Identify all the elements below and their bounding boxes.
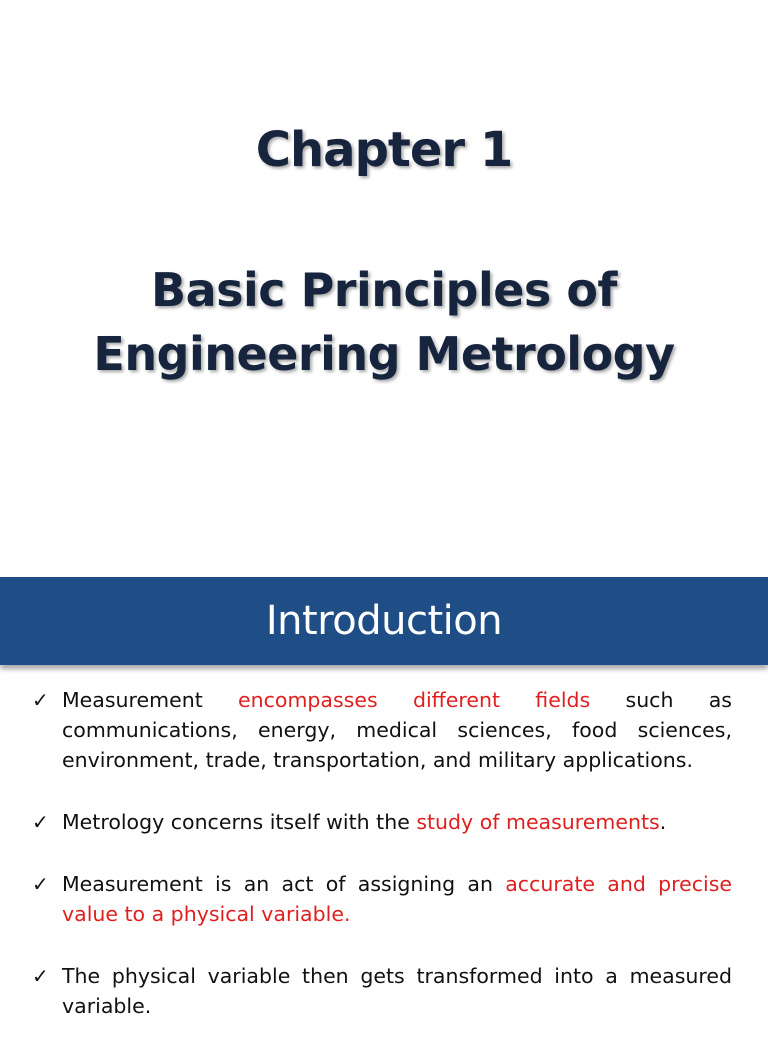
list-item (32, 869, 732, 929)
bullet-text: such as communications, energy, medical sciences, food sciences, environment, trade, transportation, and military applications. (62, 688, 732, 772)
bullet-highlight: accurate and precise value to a physical variable. (62, 872, 733, 926)
list-item (32, 961, 732, 1021)
bullet-text: Measurement (62, 688, 239, 712)
introduction-heading: Introduction (265, 598, 503, 644)
list-item (32, 685, 732, 775)
introduction-slide (0, 575, 768, 1024)
bullet-text: Measurement is an act of assigning an (62, 872, 506, 896)
checkmark-icon: ✓ (32, 688, 49, 712)
subtitle-line-1: Basic Principles of (151, 263, 617, 317)
chapter-title: Chapter 1 (255, 122, 513, 178)
bullet-highlight: encompasses different fields (238, 688, 591, 712)
bullet-list (32, 685, 732, 1053)
slide-subtitle (0, 258, 768, 386)
checkmark-icon: ✓ (32, 872, 49, 896)
heading-banner (0, 577, 768, 665)
subtitle-line-2: Engineering Metrology (93, 327, 675, 381)
checkmark-icon: ✓ (32, 964, 49, 988)
bullet-text: . (659, 810, 667, 834)
list-item (32, 807, 732, 837)
bullet-text: Metrology concerns itself with the (62, 810, 417, 834)
checkmark-icon: ✓ (32, 810, 49, 834)
bullet-text: The physical variable then gets transformed into a measured variable. (62, 964, 732, 1018)
bullet-highlight: study of measurements (416, 810, 660, 834)
